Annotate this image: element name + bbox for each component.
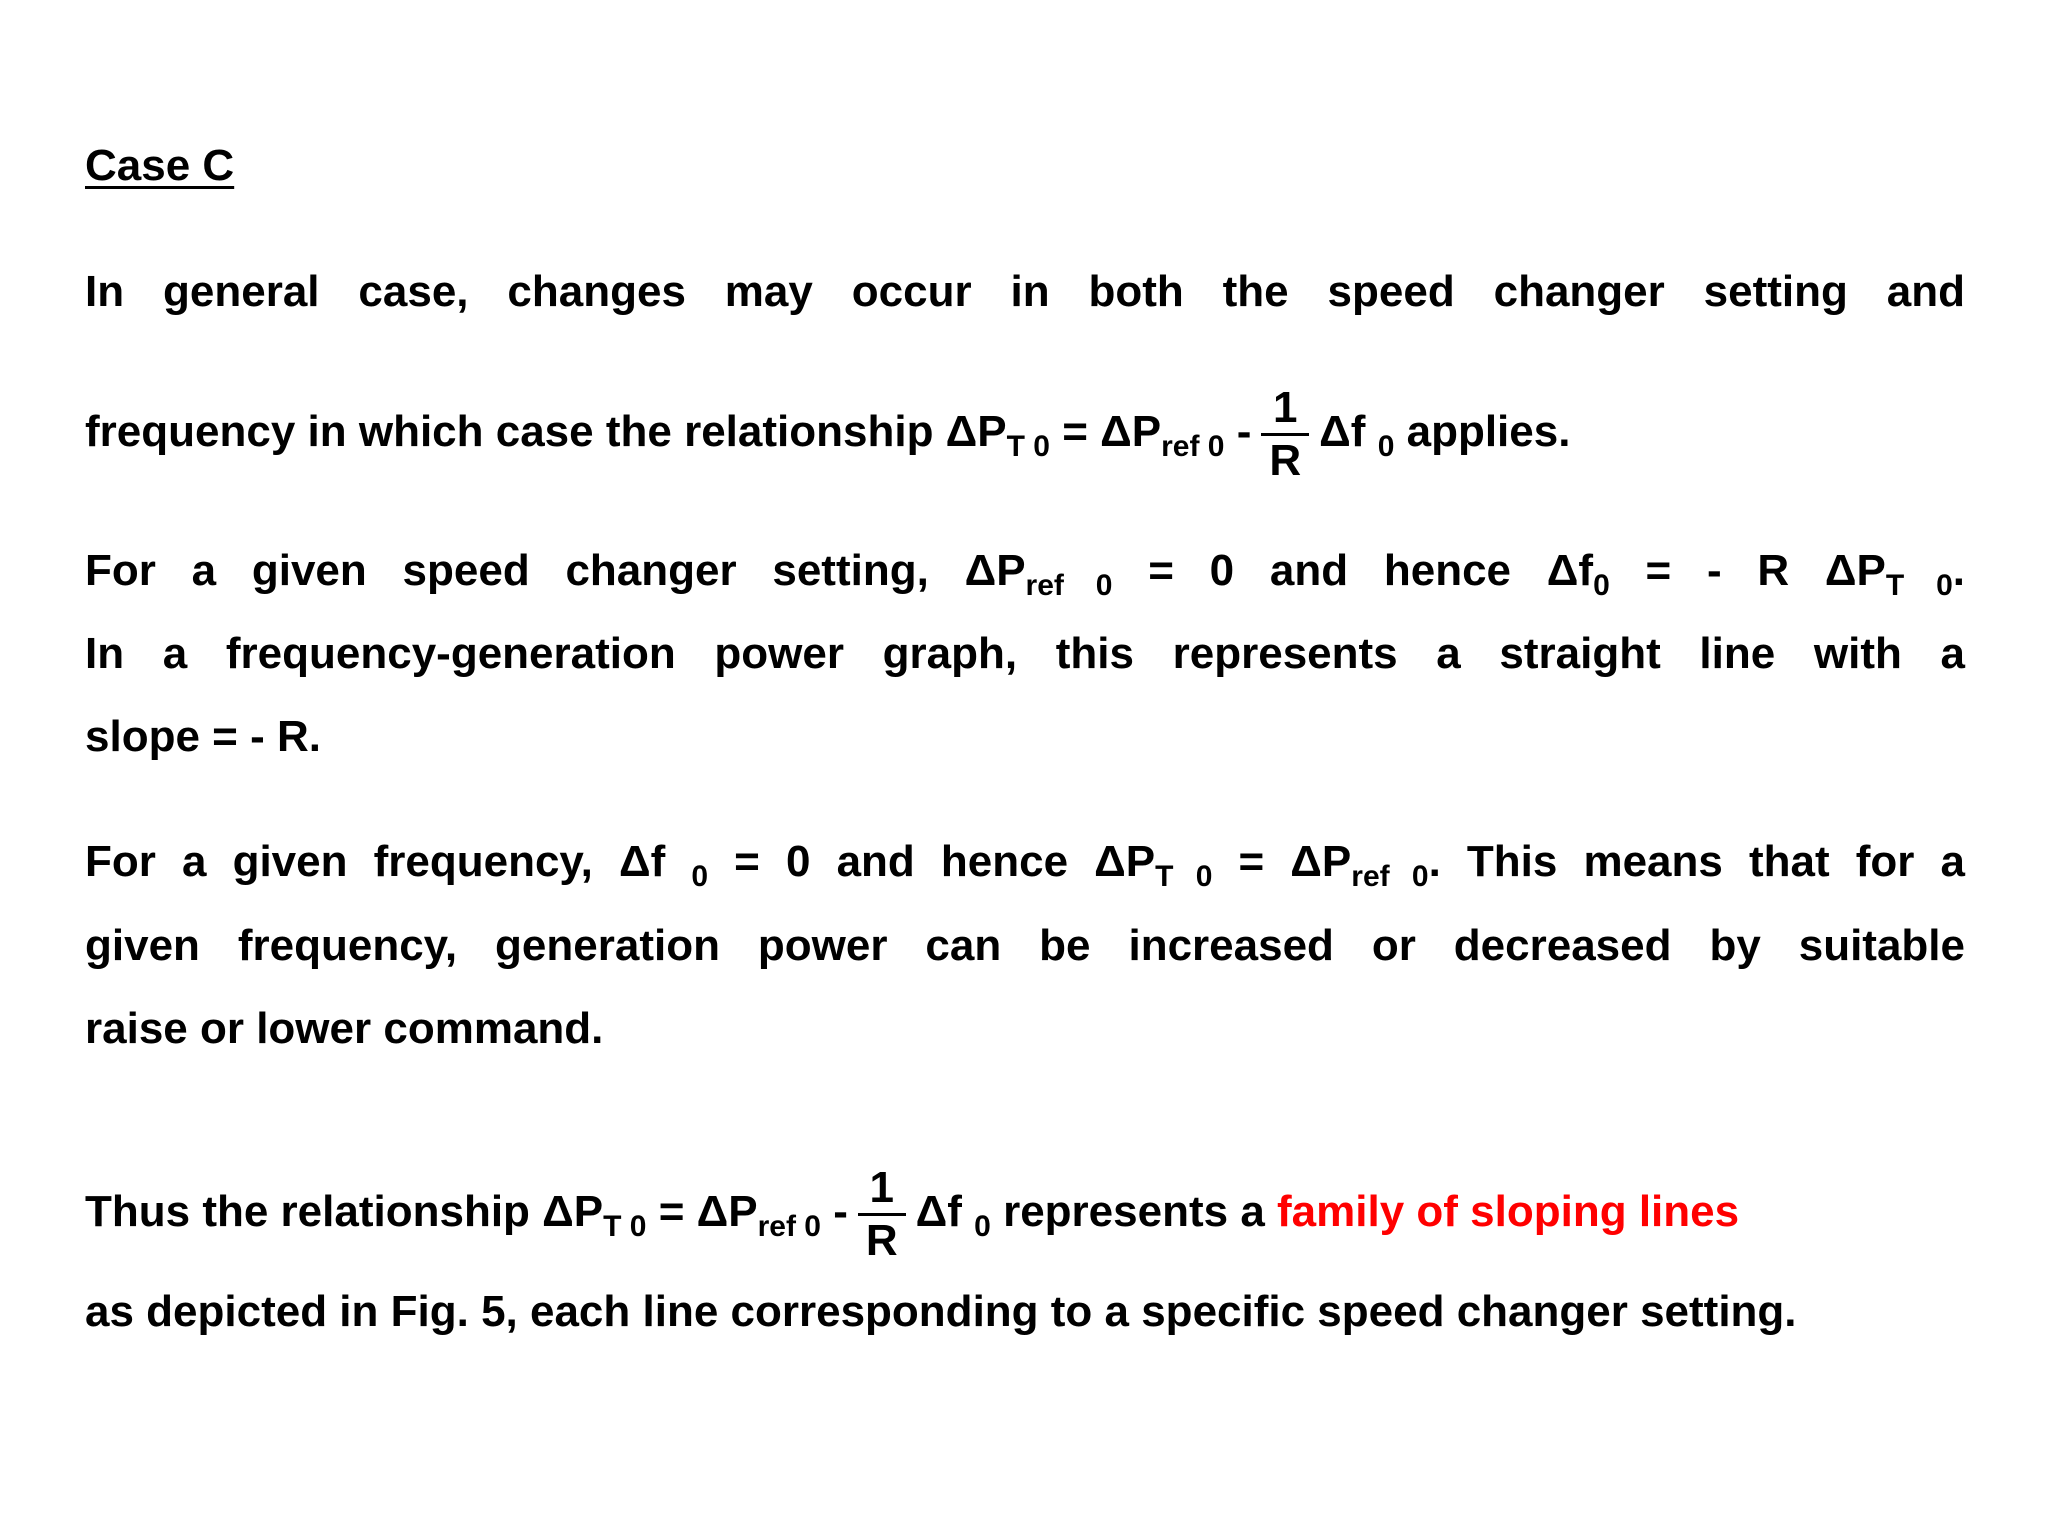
text-run: = ΔP [1050,407,1162,457]
subscript: T 0 [1885,569,1953,602]
subscript: 0 [974,1210,991,1244]
para1-line2 [85,383,1965,486]
text-run: Thus the relationship ΔP [85,1187,604,1237]
subscript: ref 0 [1161,430,1225,464]
subscript: ref 0 [1351,860,1429,893]
text-run: Δf [915,1187,962,1237]
subscript: T 0 [603,1210,647,1244]
text-run: - [820,1187,848,1237]
document-page [85,0,1965,1536]
subscript: T 0 [1006,430,1050,464]
subscript: 0 [1377,430,1395,464]
para2-line1 [85,545,1965,602]
text-run: applies. [1394,407,1571,457]
para2-line2: In a frequency-generation power graph, this represents a straight line with a [85,629,1965,678]
fraction-denominator: R [1269,436,1302,485]
fraction [858,1163,906,1266]
text-run: = ΔP [646,1187,758,1237]
para3-line1 [85,836,1965,893]
text-run: . This means that for a [1428,837,1965,886]
fraction-denominator: R [865,1216,898,1265]
text-run: = - R ΔP [1609,546,1886,595]
text-run: . [1952,546,1965,595]
para3-line3: raise or lower command. [85,1004,604,1053]
text-run: represents a [990,1187,1278,1237]
para3-line2: given frequency, generation power can be increased or decreased by suitable [85,921,1965,970]
fraction-numerator: 1 [858,1163,906,1216]
para4-line2: as depicted in Fig. 5, each line corresponding to a specific speed changer setting. [85,1287,1797,1336]
text-run: = 0 and hence Δf [1112,546,1594,595]
subscript: ref 0 [757,1210,821,1244]
text-run: = ΔP [1212,837,1352,886]
highlighted-phrase: family of sloping lines [1277,1187,1740,1237]
subscript: 0 [691,860,709,893]
para4-line1 [85,1163,1965,1266]
fraction-numerator: 1 [1261,383,1309,436]
subscript: 0 [1593,569,1610,602]
para1-line1: In general case, changes may occur in both the speed changer setting and [85,267,1965,316]
text-run: - [1224,407,1252,457]
text-run: = 0 and hence ΔP [708,837,1156,886]
para2-line3: slope = - R. [85,712,321,761]
text-run: frequency in which case the relationship ΔP [85,407,1007,457]
text-run: Δf [1319,407,1366,457]
fraction [1261,383,1309,486]
subscript: T 0 [1155,860,1213,893]
section-heading: Case C [85,141,235,190]
subscript: ref 0 [1025,569,1113,602]
text-run: For a given speed changer setting, ΔP [85,546,1026,595]
text-run: For a given frequency, Δf [85,837,666,886]
